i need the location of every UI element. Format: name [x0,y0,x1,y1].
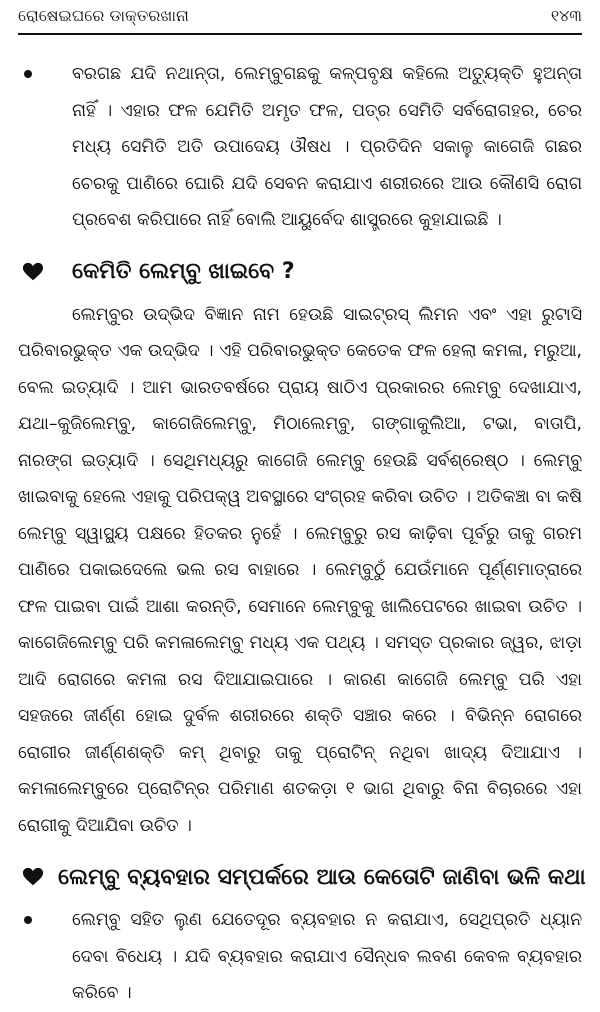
bullet-dot-icon [24,70,32,78]
heading-text: ଲେମ୍ବୁ ବ୍ୟବହାର ସମ୍ପର୍କରେ ଆଉ କେତୋଟି ଜାଣିବା ଭଳି କଥା [58,864,586,890]
final-bullet-paragraph [18,902,582,1012]
intro-text: ବରଗଛ ଯଦି ନଥାନ୍ତା, ଲେମ୍ବୁଗଛକୁ କଳ୍ପବୃକ୍ଷ କହିଲେ ଅତ୍ୟୁକ୍ତି ହୁଅନ୍ତା ନାହିଁ । ଏହାର ଫଳ ଯେମିତି ଅମୃତ ଫଳ, ପତ୍ର ସେମିତି ସର୍ବରୋଗହର, ଚେର ମଧ୍ୟ ସେମିତି ଅତି ଉପାଦେୟ ଔଷଧ । ପ୍ରତିଦିନ ସକାଳୁ କାଗେଜି ଗଛର ଚେରକୁ ପାଣିରେ ଘୋରି ଯଦି ସେବନ କରାଯାଏ ଶରୀରରେ ଆଉ କୌଣସି ରୋଗ ପ୍ରବେଶ କରିପାରେ ନାହିଁ ବୋଲି ଆୟୁର୍ବେଦ ଶାସ୍ତ୍ରରେ କୁହାଯାଇଛି । [72,64,582,230]
running-title: ରୋଷେଇଘରେ ଡାକ୍ତରଖାନା [18,6,189,25]
final-text: ଲେମ୍ବୁ ସହିତ ଲୁଣ ଯେତେଦୂର ବ୍ୟବହାର ନ କରାଯାଏ, ସେଥିପ୍ରତି ଧ୍ୟାନ ଦେବା ବିଧେୟ । ଯଦି ବ୍ୟବହାର କରାଯାଏ ସୈନ୍ଧବ ଲବଣ କେବଳ ବ୍ୟବହାର କରିବେ । [72,910,582,1003]
heading-text: କେମିତି ଲେମ୍ବୁ ଖାଇବେ ? [72,259,295,284]
running-header [18,0,582,32]
heart-icon [22,261,44,283]
heart-icon [22,866,44,888]
body-paragraph [18,297,582,845]
page-content [18,56,586,1012]
bullet-dot-icon [24,916,32,924]
intro-bullet-paragraph [18,56,582,239]
section-heading-how-to-eat [18,253,582,291]
body-text: ଲେମ୍ବୁର ଉଦ୍ଭିଦ ବିଜ୍ଞାନ ନାମ ହେଉଛି ସାଇଟ୍ରସ୍ ଲିମନ ଏବଂ ଏହା ରୁଟାସି ପରିବାରଭୁକ୍ତ ଏକ ଉଦ୍ଭିଦ । ଏହି ପରିବାରଭୁକ୍ତ କେତେକ ଫଳ ହେଲା କମଳା, ମରୁଆ, ବେଲ ଇତ୍ୟାଦି । ଆମ ଭାରତବର୍ଷରେ ପ୍ରାୟ ଷାଠିଏ ପ୍ରକାରର ଲେମ୍ବୁ ଦେଖାଯାଏ, ଯଥା–କୁଜିଲେମ୍ବୁ, କାଗେଜିଲେମ୍ବୁ, ମିଠାଲେମ୍ବୁ, ଗଙ୍ଗାକୁଲିଆ, ଟଭା, ବାତାପି, ନାରଙ୍ଗ ଇତ୍ୟାଦି । ସେଥିମଧ୍ୟରୁ କାଗେଜି ଲେମ୍ବୁ ହେଉଛି ସର୍ବଶ୍ରେଷ୍ଠ । ଲେମ୍ବୁ ଖାଇବାକୁ ହେଲେ ଏହାକୁ ପରିପକ୍ୱ ଅବସ୍ଥାରେ ସଂଗ୍ରହ କରିବା ଉଚିତ । ଅତିକଞ୍ଚା ବା କଷି ଲେମ୍ବୁ ସ୍ୱାସ୍ଥ୍ୟ ପକ୍ଷରେ ହିତକର ନୁହେଁ । ଲେମ୍ବୁରୁ ରସ କାଢ଼ିବା ପୂର୍ବରୁ ତାକୁ ଗରମ ପାଣିରେ ପକାଇଦେଲେ ଭଲ ରସ ବାହାରେ । ଲେମ୍ବୁଠୁଁ ଯେଉଁମାନେ ପୂର୍ଣ୍ଣମାତ୍ରାରେ ଫଳ ପାଇବା ପାଇଁ ଆଶା କରନ୍ତି, ସେମାନେ ଲେମ୍ବୁକୁ ଖାଲିପେଟରେ ଖାଇବା ଉଚିତ । କାଗେଜିଲେମ୍ବୁ ପରି କମଳାଲେମ୍ବୁ ମଧ୍ୟ ଏକ ପଥ୍ୟ । ସମସ୍ତ ପ୍ରକାର ଜ୍ୱର, ଝାଡ଼ା ଆଦି ରୋଗରେ କମଳା ରସ ଦିଆଯାଇପାରେ । କାରଣ କାଗେଜି ଲେମ୍ବୁ ପରି ଏହା ସହଜରେ ଜୀର୍ଣ୍ଣ ହୋଇ ଦୁର୍ବଳ ଶରୀରରେ ଶକ୍ତି ସଞ୍ଚାର କରେ । ବିଭିନ୍ନ ରୋଗରେ ରୋଗୀର ଜୀର୍ଣ୍ଣଶକ୍ତି କମ୍ ଥିବାରୁ ତାକୁ ପ୍ରୋଟିନ୍ ନଥିବା ଖାଦ୍ୟ ଦିଆଯାଏ । କମଳାଲେମ୍ବୁରେ ପ୍ରୋଟିନ୍‌ର ପରିମାଣ ଶତକଡ଼ା ୧ ଭାଗ ଥିବାରୁ ବିନା ବିଚାରରେ ଏହା ରୋଗୀକୁ ଦିଆଯିବା ଉଚିତ । [18,304,582,836]
header-rule [18,33,582,35]
page-number: ୧୪୩ [550,6,582,25]
section-heading-usage-facts [18,858,586,896]
